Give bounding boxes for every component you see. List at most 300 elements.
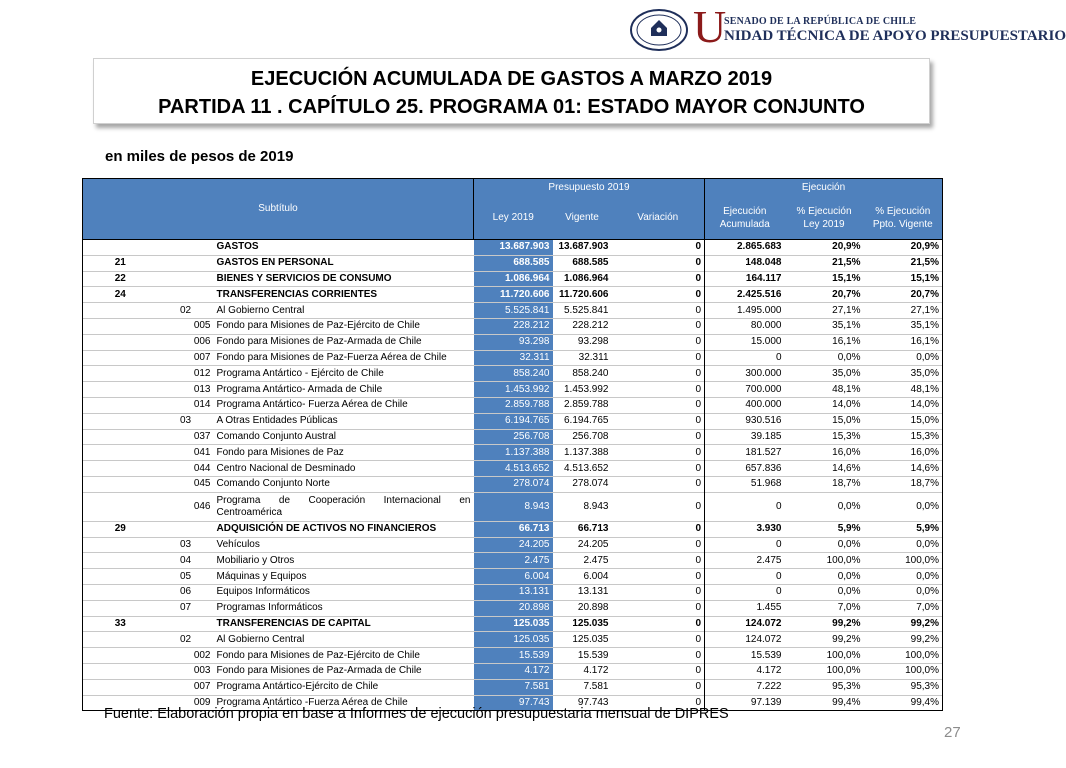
title-box — [93, 58, 930, 124]
table-row — [83, 366, 943, 382]
cell-pct-ley: 16,0% — [785, 445, 864, 461]
cell-vigente: 4.513.652 — [553, 461, 612, 477]
cell-denominacion: TRANSFERENCIAS CORRIENTES — [214, 287, 474, 303]
cell-variacion: 0 — [612, 429, 705, 445]
budget-table — [82, 178, 943, 711]
logo-line-senado: SENADO DE LA REPÚBLICA DE CHILE — [724, 16, 917, 27]
cell-item — [158, 240, 214, 256]
cell-vigente: 66.713 — [553, 521, 612, 537]
cell-ley: 5.525.841 — [474, 303, 553, 319]
cell-vigente: 6.004 — [553, 569, 612, 585]
cell-denominacion: Máquinas y Equipos — [214, 569, 474, 585]
cell-subtitulo — [83, 303, 158, 319]
cell-pct-ley: 16,1% — [785, 334, 864, 350]
cell-variacion: 0 — [612, 461, 705, 477]
cell-pct-vigente: 18,7% — [864, 476, 943, 492]
cell-denominacion: Fondo para Misiones de Paz-Fuerza Aérea de Chile — [214, 350, 474, 366]
table-row — [83, 413, 943, 429]
cell-denominacion: Fondo para Misiones de Paz-Ejército de Chile — [214, 318, 474, 334]
cell-denominacion: Vehículos — [214, 537, 474, 553]
cell-pct-vigente: 5,9% — [864, 521, 943, 537]
table-row — [83, 537, 943, 553]
cell-denominacion: Programa Antártico- Fuerza Aérea de Chile — [214, 397, 474, 413]
cell-variacion: 0 — [612, 318, 705, 334]
cell-ley: 93.298 — [474, 334, 553, 350]
table-row — [83, 632, 943, 648]
cell-subtitulo — [83, 318, 158, 334]
cell-denominacion: ADQUISICIÓN DE ACTIVOS NO FINANCIEROS — [214, 521, 474, 537]
cell-item: 07 — [158, 600, 214, 616]
cell-asignacion: 013 — [158, 382, 214, 398]
cell-item — [158, 255, 214, 271]
cell-ley: 688.585 — [474, 255, 553, 271]
cell-pct-vigente: 0,0% — [864, 492, 943, 521]
cell-item: 03 — [158, 537, 214, 553]
cell-ley: 7.581 — [474, 679, 553, 695]
cell-item — [158, 616, 214, 632]
cell-subtitulo — [83, 648, 158, 664]
cell-subtitulo — [83, 663, 158, 679]
cell-vigente: 4.172 — [553, 663, 612, 679]
cell-variacion: 0 — [612, 616, 705, 632]
cell-subtitulo — [83, 397, 158, 413]
cell-vigente: 125.035 — [553, 616, 612, 632]
cell-denominacion: Fondo para Misiones de Paz-Ejército de Chile — [214, 648, 474, 664]
cell-ejecucion: 51.968 — [705, 476, 785, 492]
cell-denominacion: Al Gobierno Central — [214, 632, 474, 648]
cell-pct-ley: 0,0% — [785, 537, 864, 553]
senado-seal-logo — [629, 8, 689, 52]
cell-subtitulo: 33 — [83, 616, 158, 632]
cell-pct-vigente: 100,0% — [864, 648, 943, 664]
header-variacion: Variación — [612, 196, 705, 239]
table-row — [83, 303, 943, 319]
cell-ley: 1.137.388 — [474, 445, 553, 461]
header-ley: Ley 2019 — [474, 196, 553, 239]
cell-ley: 15.539 — [474, 648, 553, 664]
table-row — [83, 350, 943, 366]
cell-denominacion: Al Gobierno Central — [214, 303, 474, 319]
cell-ley: 20.898 — [474, 600, 553, 616]
cell-item: 05 — [158, 569, 214, 585]
cell-variacion: 0 — [612, 679, 705, 695]
table-row — [83, 553, 943, 569]
cell-ejecucion: 39.185 — [705, 429, 785, 445]
cell-denominacion: Comando Conjunto Austral — [214, 429, 474, 445]
cell-denominacion: BIENES Y SERVICIOS DE CONSUMO — [214, 271, 474, 287]
cell-asignacion: 007 — [158, 350, 214, 366]
cell-denominacion: Equipos Informáticos — [214, 584, 474, 600]
table-row — [83, 397, 943, 413]
cell-ejecucion: 1.455 — [705, 600, 785, 616]
cell-vigente: 1.453.992 — [553, 382, 612, 398]
header-pct-ley: % Ejecución Ley 2019 — [785, 196, 864, 239]
cell-subtitulo — [83, 632, 158, 648]
cell-asignacion: 006 — [158, 334, 214, 350]
cell-asignacion: 044 — [158, 461, 214, 477]
cell-pct-vigente: 15,1% — [864, 271, 943, 287]
cell-denominacion: GASTOS — [214, 240, 474, 256]
cell-pct-ley: 18,7% — [785, 476, 864, 492]
cell-subtitulo — [83, 429, 158, 445]
cell-ejecucion: 124.072 — [705, 632, 785, 648]
cell-pct-ley: 15,3% — [785, 429, 864, 445]
cell-variacion: 0 — [612, 600, 705, 616]
cell-denominacion: Fondo para Misiones de Paz — [214, 445, 474, 461]
cell-pct-vigente: 100,0% — [864, 553, 943, 569]
cell-ejecucion: 2.865.683 — [705, 240, 785, 256]
cell-variacion: 0 — [612, 334, 705, 350]
cell-ejecucion: 124.072 — [705, 616, 785, 632]
cell-variacion: 0 — [612, 366, 705, 382]
cell-pct-vigente: 0,0% — [864, 350, 943, 366]
cell-variacion: 0 — [612, 397, 705, 413]
cell-pct-ley: 48,1% — [785, 382, 864, 398]
cell-ejecucion: 700.000 — [705, 382, 785, 398]
cell-subtitulo: 29 — [83, 521, 158, 537]
cell-pct-ley: 0,0% — [785, 492, 864, 521]
cell-vigente: 2.859.788 — [553, 397, 612, 413]
cell-vigente: 256.708 — [553, 429, 612, 445]
cell-subtitulo — [83, 553, 158, 569]
source-footnote: Fuente: Elaboración propia en base a Informes de ejecución presupuestaria mensual de DIPRES — [104, 706, 729, 722]
cell-denominacion: Fondo para Misiones de Paz-Armada de Chile — [214, 334, 474, 350]
cell-vigente: 13.131 — [553, 584, 612, 600]
units-subtitle: en miles de pesos de 2019 — [105, 148, 294, 165]
cell-pct-vigente: 14,6% — [864, 461, 943, 477]
cell-variacion: 0 — [612, 584, 705, 600]
cell-ejecucion: 1.495.000 — [705, 303, 785, 319]
cell-pct-ley: 0,0% — [785, 584, 864, 600]
cell-ley: 228.212 — [474, 318, 553, 334]
table-row — [83, 616, 943, 632]
cell-vigente: 20.898 — [553, 600, 612, 616]
cell-variacion: 0 — [612, 695, 705, 711]
cell-ley: 6.194.765 — [474, 413, 553, 429]
cell-variacion: 0 — [612, 648, 705, 664]
cell-subtitulo: 21 — [83, 255, 158, 271]
cell-ley: 6.004 — [474, 569, 553, 585]
cell-vigente: 32.311 — [553, 350, 612, 366]
cell-variacion: 0 — [612, 255, 705, 271]
cell-ley: 32.311 — [474, 350, 553, 366]
cell-pct-vigente: 15,0% — [864, 413, 943, 429]
cell-vigente: 11.720.606 — [553, 287, 612, 303]
cell-denominacion: Programa Antártico-Ejército de Chile — [214, 679, 474, 695]
cell-ejecucion: 930.516 — [705, 413, 785, 429]
cell-ejecucion: 0 — [705, 569, 785, 585]
cell-variacion: 0 — [612, 492, 705, 521]
cell-vigente: 93.298 — [553, 334, 612, 350]
cell-pct-ley: 15,0% — [785, 413, 864, 429]
cell-subtitulo — [83, 350, 158, 366]
cell-pct-ley: 99,4% — [785, 695, 864, 711]
table-row — [83, 521, 943, 537]
cell-denominacion: Centro Nacional de Desminado — [214, 461, 474, 477]
cell-asignacion: 037 — [158, 429, 214, 445]
cell-subtitulo — [83, 584, 158, 600]
cell-variacion: 0 — [612, 382, 705, 398]
cell-ley: 4.513.652 — [474, 461, 553, 477]
cell-denominacion: Mobiliario y Otros — [214, 553, 474, 569]
table-row — [83, 584, 943, 600]
cell-pct-vigente: 35,0% — [864, 366, 943, 382]
cell-ejecucion: 181.527 — [705, 445, 785, 461]
cell-pct-ley: 0,0% — [785, 569, 864, 585]
table-row — [83, 679, 943, 695]
cell-asignacion: 045 — [158, 476, 214, 492]
cell-pct-ley: 15,1% — [785, 271, 864, 287]
cell-variacion: 0 — [612, 663, 705, 679]
cell-item — [158, 271, 214, 287]
cell-denominacion: A Otras Entidades Públicas — [214, 413, 474, 429]
table-row — [83, 648, 943, 664]
table-row — [83, 461, 943, 477]
cell-vigente: 5.525.841 — [553, 303, 612, 319]
cell-ley: 256.708 — [474, 429, 553, 445]
cell-ejecucion: 657.836 — [705, 461, 785, 477]
table-row — [83, 663, 943, 679]
cell-subtitulo: 22 — [83, 271, 158, 287]
cell-asignacion: 002 — [158, 648, 214, 664]
cell-pct-vigente: 21,5% — [864, 255, 943, 271]
cell-pct-vigente: 0,0% — [864, 584, 943, 600]
cell-ley: 1.453.992 — [474, 382, 553, 398]
cell-ejecucion: 0 — [705, 584, 785, 600]
cell-vigente: 97.743 — [553, 695, 612, 711]
cell-variacion: 0 — [612, 413, 705, 429]
table-row — [83, 492, 943, 521]
cell-vigente: 7.581 — [553, 679, 612, 695]
cell-asignacion: 005 — [158, 318, 214, 334]
cell-asignacion: 014 — [158, 397, 214, 413]
cell-pct-ley: 14,6% — [785, 461, 864, 477]
cell-asignacion: 041 — [158, 445, 214, 461]
cell-subtitulo — [83, 366, 158, 382]
cell-item: 04 — [158, 553, 214, 569]
table-row — [83, 600, 943, 616]
cell-pct-vigente: 95,3% — [864, 679, 943, 695]
cell-ejecucion: 2.425.516 — [705, 287, 785, 303]
cell-ley: 2.475 — [474, 553, 553, 569]
table-row — [83, 287, 943, 303]
cell-ley: 13.131 — [474, 584, 553, 600]
cell-subtitulo — [83, 382, 158, 398]
cell-variacion: 0 — [612, 287, 705, 303]
cell-asignacion: 003 — [158, 663, 214, 679]
cell-denominacion: Comando Conjunto Norte — [214, 476, 474, 492]
cell-pct-vigente: 99,2% — [864, 616, 943, 632]
cell-pct-vigente: 99,4% — [864, 695, 943, 711]
cell-ejecucion: 15.000 — [705, 334, 785, 350]
header-ejecucion: Ejecución — [705, 179, 943, 197]
cell-pct-ley: 14,0% — [785, 397, 864, 413]
cell-ejecucion: 7.222 — [705, 679, 785, 695]
table-row — [83, 318, 943, 334]
cell-ejecucion: 97.139 — [705, 695, 785, 711]
cell-subtitulo — [83, 600, 158, 616]
cell-ley: 278.074 — [474, 476, 553, 492]
cell-subtitulo — [83, 445, 158, 461]
cell-pct-ley: 100,0% — [785, 553, 864, 569]
cell-ejecucion: 0 — [705, 537, 785, 553]
cell-item — [158, 287, 214, 303]
header-subtitulo: Subtítulo — [83, 179, 474, 240]
table-row — [83, 382, 943, 398]
cell-ley: 24.205 — [474, 537, 553, 553]
cell-pct-ley: 5,9% — [785, 521, 864, 537]
cell-vigente: 228.212 — [553, 318, 612, 334]
cell-ley: 125.035 — [474, 632, 553, 648]
cell-ley: 97.743 — [474, 695, 553, 711]
cell-vigente: 2.475 — [553, 553, 612, 569]
cell-ley: 11.720.606 — [474, 287, 553, 303]
cell-subtitulo — [83, 413, 158, 429]
table-row — [83, 429, 943, 445]
cell-pct-vigente: 14,0% — [864, 397, 943, 413]
cell-item: 02 — [158, 303, 214, 319]
cell-denominacion: Programa Antártico -Fuerza Aérea de Chile — [214, 695, 474, 711]
cell-pct-ley: 100,0% — [785, 663, 864, 679]
cell-variacion: 0 — [612, 537, 705, 553]
page-number: 27 — [944, 724, 961, 741]
cell-ley: 858.240 — [474, 366, 553, 382]
cell-variacion: 0 — [612, 632, 705, 648]
cell-asignacion: 009 — [158, 695, 214, 711]
header-pct-vig: % Ejecución Ppto. Vigente — [864, 196, 943, 239]
cell-denominacion: TRANSFERENCIAS DE CAPITAL — [214, 616, 474, 632]
cell-pct-vigente: 15,3% — [864, 429, 943, 445]
cell-ejecucion: 15.539 — [705, 648, 785, 664]
cell-vigente: 278.074 — [553, 476, 612, 492]
cell-ejecucion: 3.930 — [705, 521, 785, 537]
title-line-1: EJECUCIÓN ACUMULADA DE GASTOS A MARZO 2019 — [250, 68, 773, 90]
budget-table-body — [83, 240, 943, 711]
cell-subtitulo — [83, 476, 158, 492]
cell-variacion: 0 — [612, 271, 705, 287]
header-presupuesto: Presupuesto 2019 — [474, 179, 705, 197]
cell-item: 03 — [158, 413, 214, 429]
cell-ley: 4.172 — [474, 663, 553, 679]
cell-pct-ley: 7,0% — [785, 600, 864, 616]
cell-variacion: 0 — [612, 303, 705, 319]
cell-vigente: 6.194.765 — [553, 413, 612, 429]
cell-pct-vigente: 20,9% — [864, 240, 943, 256]
cell-pct-ley: 0,0% — [785, 350, 864, 366]
cell-ejecucion: 148.048 — [705, 255, 785, 271]
cell-subtitulo — [83, 492, 158, 521]
cell-ejecucion: 0 — [705, 492, 785, 521]
logo-line-unidad: NIDAD TÉCNICA DE APOYO PRESUPUESTARIO — [724, 28, 1066, 44]
title-line-2: PARTIDA 11 . CAPÍTULO 25. PROGRAMA 01: ESTADO MAYOR CONJUNTO — [158, 96, 865, 118]
cell-ejecucion: 400.000 — [705, 397, 785, 413]
cell-pct-ley: 21,5% — [785, 255, 864, 271]
table-row — [83, 445, 943, 461]
cell-denominacion: GASTOS EN PERSONAL — [214, 255, 474, 271]
cell-variacion: 0 — [612, 569, 705, 585]
cell-ley: 1.086.964 — [474, 271, 553, 287]
cell-variacion: 0 — [612, 553, 705, 569]
cell-ley: 13.687.903 — [474, 240, 553, 256]
cell-subtitulo — [83, 240, 158, 256]
cell-pct-vigente: 99,2% — [864, 632, 943, 648]
cell-pct-vigente: 7,0% — [864, 600, 943, 616]
cell-pct-vigente: 100,0% — [864, 663, 943, 679]
cell-subtitulo — [83, 461, 158, 477]
cell-asignacion: 046 — [158, 492, 214, 521]
cell-pct-ley: 35,1% — [785, 318, 864, 334]
cell-pct-vigente: 20,7% — [864, 287, 943, 303]
cell-item — [158, 521, 214, 537]
cell-ley: 8.943 — [474, 492, 553, 521]
cell-item: 02 — [158, 632, 214, 648]
cell-pct-vigente: 27,1% — [864, 303, 943, 319]
cell-vigente: 125.035 — [553, 632, 612, 648]
cell-variacion: 0 — [612, 476, 705, 492]
cell-pct-vigente: 16,1% — [864, 334, 943, 350]
table-row — [83, 271, 943, 287]
cell-ley: 125.035 — [474, 616, 553, 632]
cell-item: 06 — [158, 584, 214, 600]
cell-variacion: 0 — [612, 240, 705, 256]
table-row — [83, 476, 943, 492]
cell-denominacion: Programa Antártico- Armada de Chile — [214, 382, 474, 398]
cell-ley: 66.713 — [474, 521, 553, 537]
cell-vigente: 8.943 — [553, 492, 612, 521]
cell-pct-ley: 100,0% — [785, 648, 864, 664]
table-row — [83, 569, 943, 585]
cell-ejecucion: 80.000 — [705, 318, 785, 334]
cell-pct-ley: 99,2% — [785, 616, 864, 632]
cell-asignacion: 007 — [158, 679, 214, 695]
cell-pct-vigente: 0,0% — [864, 569, 943, 585]
cell-pct-vigente: 48,1% — [864, 382, 943, 398]
cell-subtitulo: 24 — [83, 287, 158, 303]
cell-denominacion: Fondo para Misiones de Paz-Armada de Chile — [214, 663, 474, 679]
table-row — [83, 334, 943, 350]
cell-pct-ley: 35,0% — [785, 366, 864, 382]
cell-variacion: 0 — [612, 350, 705, 366]
cell-denominacion: Programas Informáticos — [214, 600, 474, 616]
logo-letter: U — [693, 1, 727, 52]
cell-subtitulo — [83, 537, 158, 553]
cell-vigente: 1.086.964 — [553, 271, 612, 287]
cell-vigente: 24.205 — [553, 537, 612, 553]
cell-ejecucion: 4.172 — [705, 663, 785, 679]
cell-pct-vigente: 16,0% — [864, 445, 943, 461]
cell-vigente: 858.240 — [553, 366, 612, 382]
cell-pct-ley: 27,1% — [785, 303, 864, 319]
table-row — [83, 255, 943, 271]
cell-ejecucion: 2.475 — [705, 553, 785, 569]
cell-ley: 2.859.788 — [474, 397, 553, 413]
cell-ejecucion: 300.000 — [705, 366, 785, 382]
cell-vigente: 688.585 — [553, 255, 612, 271]
cell-vigente: 13.687.903 — [553, 240, 612, 256]
cell-asignacion: 012 — [158, 366, 214, 382]
header-ejec-acum: Ejecución Acumulada — [705, 196, 785, 239]
cell-pct-ley: 95,3% — [785, 679, 864, 695]
cell-pct-vigente: 0,0% — [864, 537, 943, 553]
header-vigente: Vigente — [553, 196, 612, 239]
cell-subtitulo — [83, 334, 158, 350]
table-row — [83, 240, 943, 256]
cell-subtitulo — [83, 679, 158, 695]
cell-subtitulo — [83, 569, 158, 585]
cell-denominacion: Programa Antártico - Ejército de Chile — [214, 366, 474, 382]
cell-vigente: 1.137.388 — [553, 445, 612, 461]
cell-ejecucion: 0 — [705, 350, 785, 366]
